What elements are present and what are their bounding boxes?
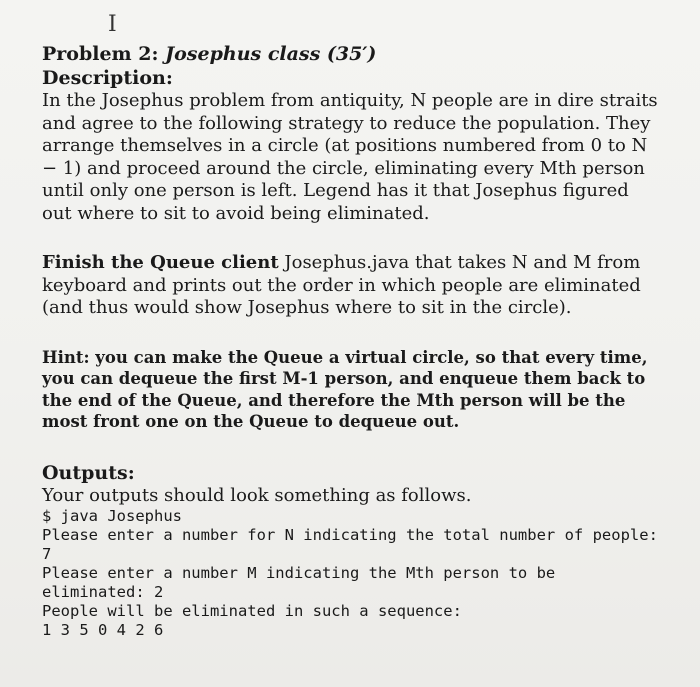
outputs-heading: Outputs: bbox=[42, 461, 135, 484]
console-line-5: 1 3 5 0 4 2 6 bbox=[42, 621, 164, 639]
console-line-4: People will be eliminated in such a sequence: bbox=[42, 602, 462, 620]
console-output bbox=[42, 507, 668, 640]
console-line-1: $ java Josephus bbox=[42, 507, 182, 525]
title-prefix: Problem 2: bbox=[42, 43, 166, 65]
task-rest: Josephus.java that takes N and M from keyboard and prints out the order in which people are eliminated (and thus would show Josephus where to sit in the circle). bbox=[42, 252, 641, 318]
description-text: In the Josephus problem from antiquity, N people are in dire straits and agree to the following strategy to reduce the population. They arrange themselves in a circle (at positions numbered from 0 to N − 1) and proceed around the circle, eliminating every Mth person until only one person is left. Legend has it that Josephus figured out where to sit to avoid being eliminated. bbox=[42, 90, 658, 224]
task-paragraph bbox=[42, 252, 662, 320]
task-bold: Finish the Queue client bbox=[42, 252, 279, 273]
problem-document bbox=[42, 43, 668, 640]
text-cursor-icon: I bbox=[108, 12, 117, 37]
title-main: Josephus class (35′) bbox=[165, 43, 377, 65]
problem-title bbox=[42, 43, 662, 66]
hint-paragraph: Hint: you can make the Queue a virtual circle, so that every time, you can dequeue the first M-1 person, and enqueue them back to the end of the Queue, and therefore the Mth person will be the most front one on the Queue to dequeue out. bbox=[42, 347, 648, 431]
outputs-intro: Your outputs should look something as follows. bbox=[42, 484, 472, 506]
description-heading: Description: bbox=[42, 67, 173, 89]
console-line-2: Please enter a number for N indicating the total number of people: 7 bbox=[42, 526, 668, 563]
console-line-3: Please enter a number M indicating the Mth person to be eliminated: 2 bbox=[42, 564, 565, 601]
